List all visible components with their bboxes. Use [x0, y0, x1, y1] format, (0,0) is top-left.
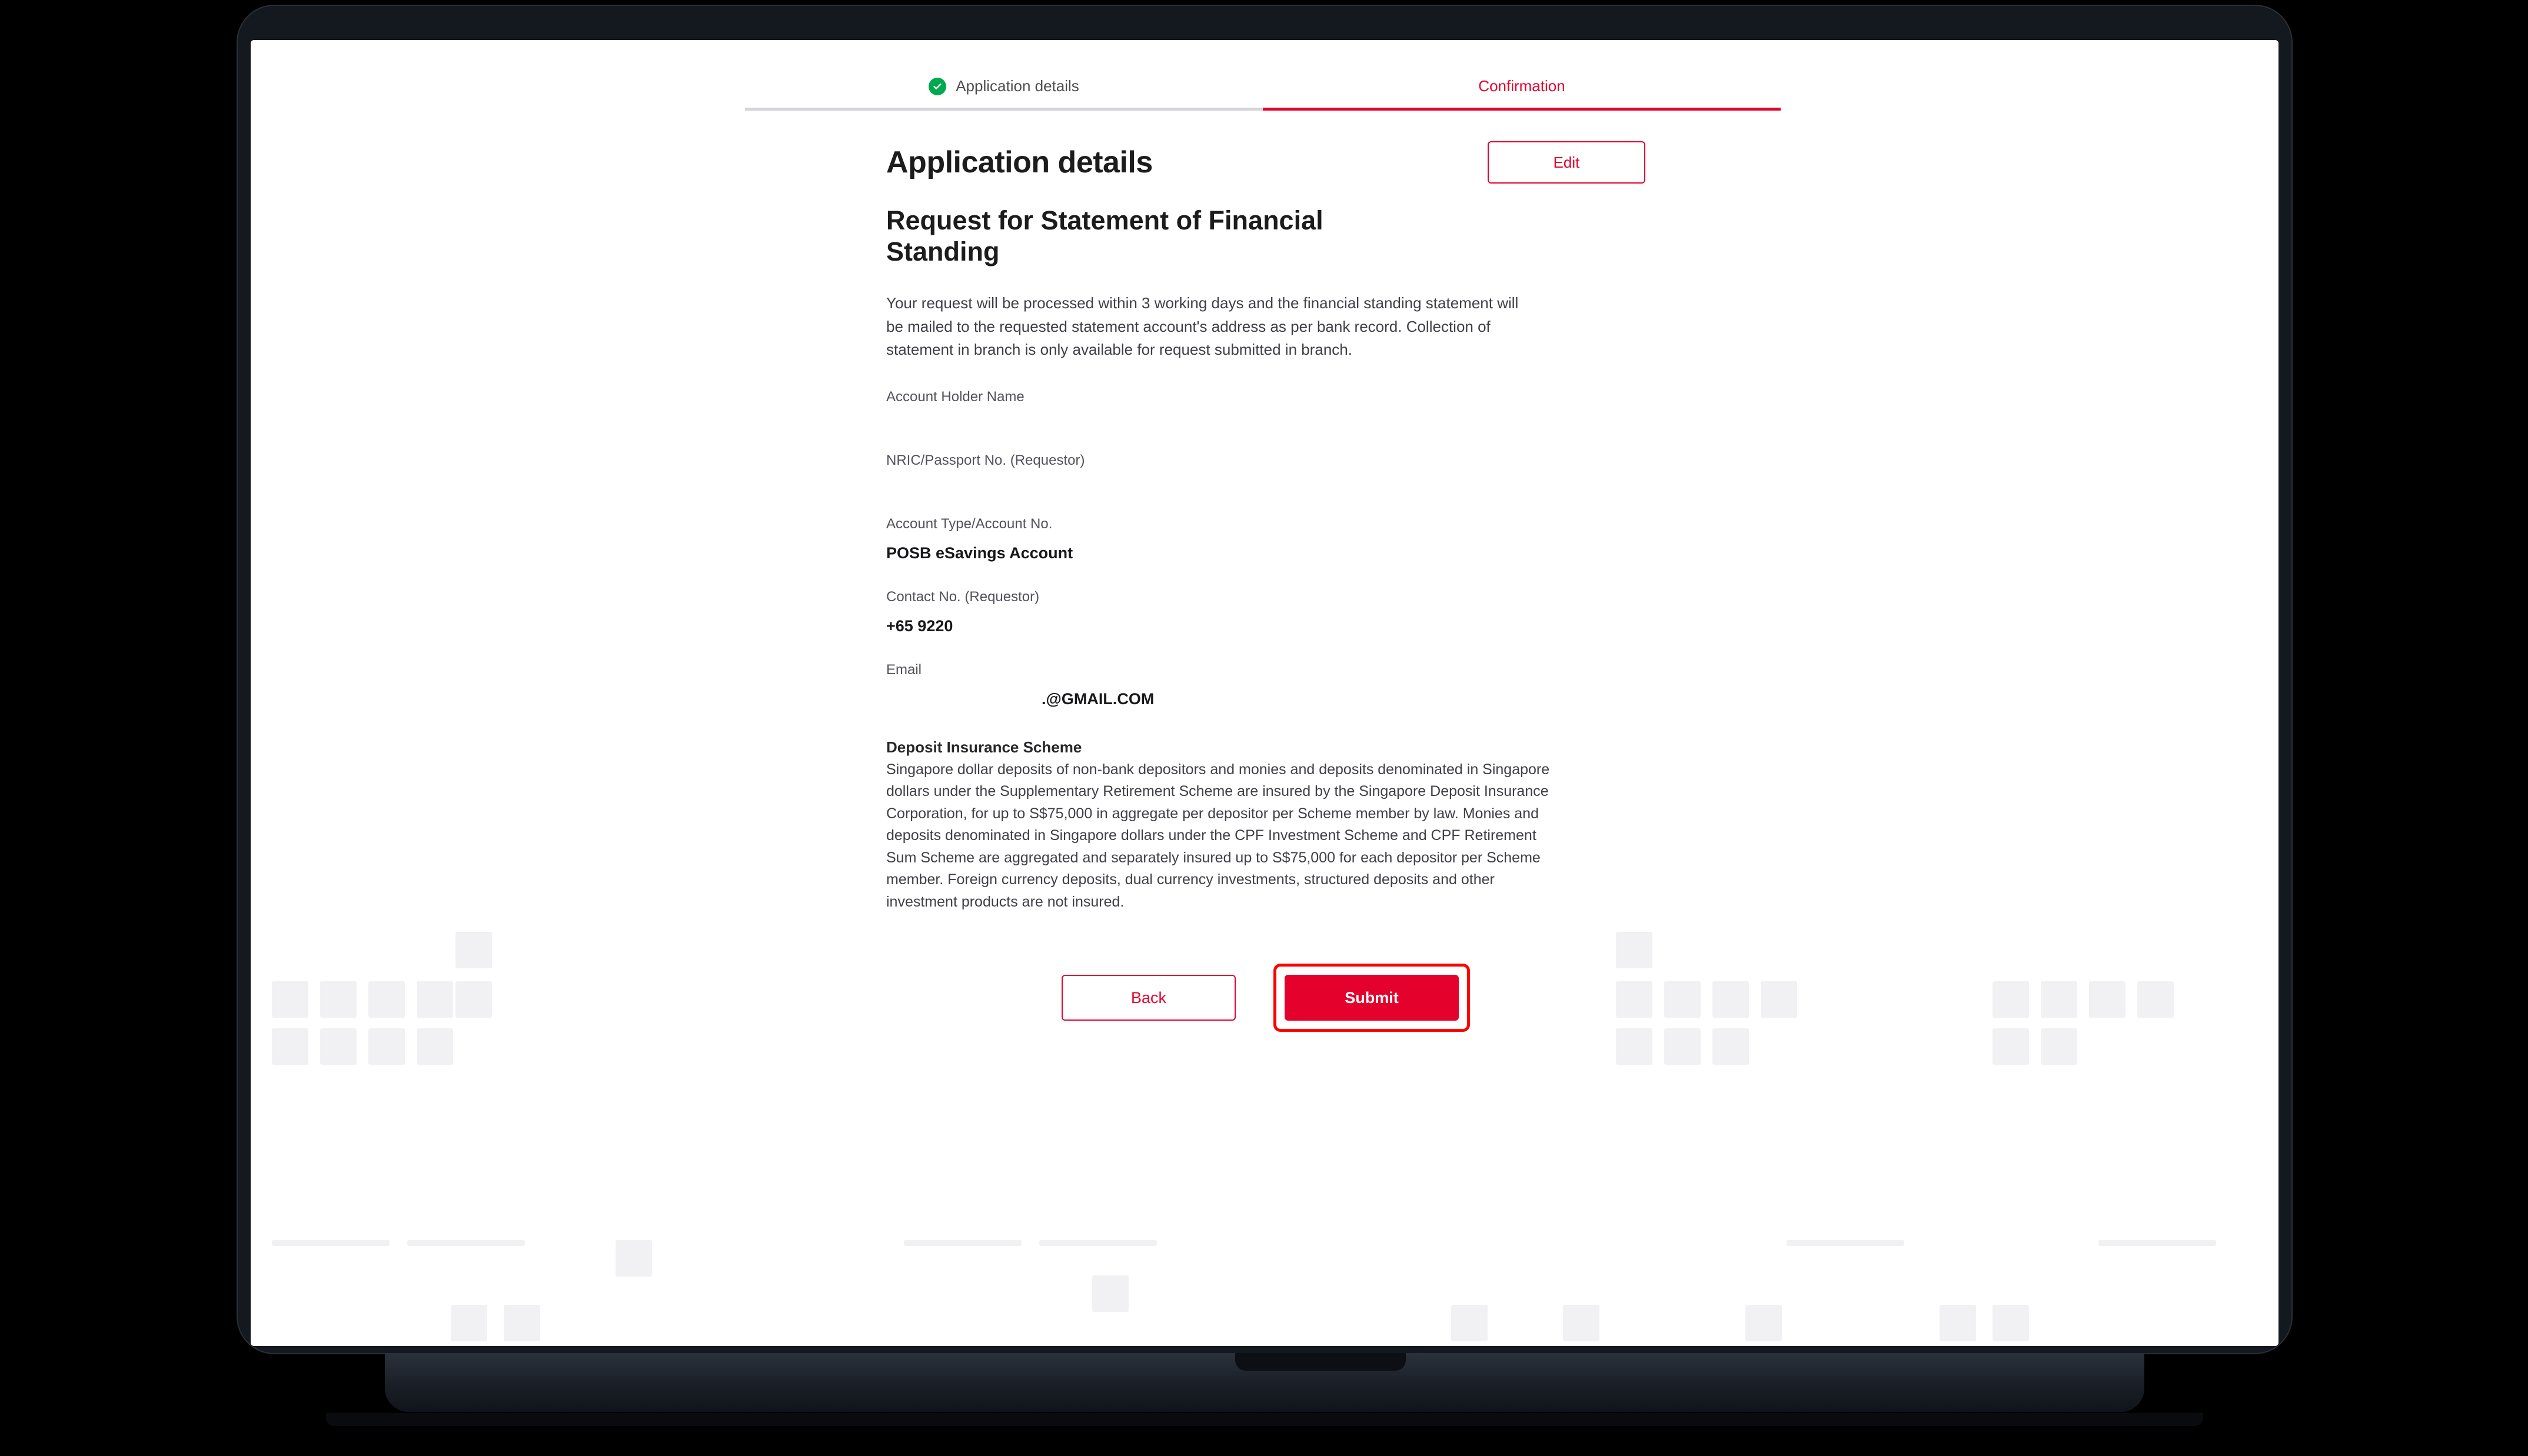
field-value: .@GMAIL.COM: [1042, 689, 1155, 708]
decor-block: [1451, 1305, 1488, 1341]
step-label: Confirmation: [1478, 77, 1565, 95]
field-value: [886, 417, 1645, 442]
decor-block: [451, 1305, 487, 1341]
decor-block: [2137, 981, 2174, 1018]
decor-block: [455, 981, 492, 1018]
field-label: NRIC/Passport No. (Requestor): [886, 452, 1085, 468]
decor-block: [320, 981, 357, 1018]
decor-block: [272, 981, 308, 1018]
field-label: Account Type/Account No.: [886, 515, 1053, 532]
decor-bar: [407, 1240, 525, 1246]
form-intro-text: Your request will be processed within 3 working days and the financial standing statement will be mailed to the requested statement account's address as per bank record. Collection of statement in branch is only available for request submitted in branch.: [886, 294, 1519, 359]
field-nric-passport-no: [886, 452, 1645, 505]
field-account-holder-name: [886, 389, 1645, 442]
progress-stepper: [745, 75, 1781, 111]
field-label: Contact No. (Requestor): [886, 588, 1040, 605]
check-circle-icon: [929, 78, 946, 95]
edit-button[interactable]: Edit: [1488, 141, 1645, 184]
step-application-details[interactable]: [745, 75, 1263, 111]
field-label: Account Holder Name: [886, 388, 1024, 405]
decor-block: [368, 1028, 405, 1065]
title-row: [745, 141, 1781, 184]
decor-bar: [1039, 1240, 1157, 1246]
decor-block: [1940, 1305, 1976, 1341]
decor-bar: [904, 1240, 1022, 1246]
decor-block: [1993, 1028, 2029, 1065]
laptop-foot: [326, 1413, 2203, 1426]
decor-block: [1664, 1028, 1701, 1065]
field-value: [886, 481, 1645, 505]
submit-highlight-box: [1273, 964, 1470, 1032]
field-value: POSB eSavings Account: [886, 544, 1073, 562]
screen: [251, 40, 2278, 1346]
deposit-insurance-disclosure: [886, 738, 1557, 914]
decor-block: [320, 1028, 357, 1065]
decor-bar: [272, 1240, 390, 1246]
decor-block: [1993, 1305, 2029, 1341]
application-page: [251, 40, 2278, 1346]
field-account-type-no: [886, 516, 1645, 564]
disclosure-title: Deposit Insurance Scheme: [886, 738, 1082, 756]
decor-block: [1712, 1028, 1749, 1065]
field-contact-no: [886, 589, 1645, 637]
decor-block: [1993, 981, 2029, 1018]
action-bar: [745, 964, 1781, 1032]
field-email: [886, 662, 1645, 710]
form-heading: Request for Statement of Financial Standing: [886, 205, 1323, 267]
decor-bar: [1787, 1240, 1904, 1246]
decor-bar: [2098, 1240, 2216, 1246]
form-body: [745, 205, 1781, 913]
decor-block: [2041, 1028, 2077, 1065]
decor-block: [1563, 1305, 1599, 1341]
decor-block: [2089, 981, 2125, 1018]
decor-block: [417, 981, 453, 1018]
decor-block: [504, 1305, 540, 1341]
decor-block: [1092, 1275, 1129, 1312]
page-title: Application details: [886, 145, 1153, 179]
laptop-device: [238, 6, 2291, 1353]
decor-block: [272, 1028, 308, 1065]
laptop-notch: [1235, 1353, 1406, 1371]
decor-block: [616, 1240, 652, 1277]
decor-block: [1616, 1028, 1652, 1065]
decor-block: [455, 932, 492, 968]
submit-button[interactable]: Submit: [1285, 975, 1459, 1021]
decor-block: [1745, 1305, 1782, 1341]
decor-block: [417, 1028, 453, 1065]
form-content: [745, 75, 1781, 1032]
decor-block: [368, 981, 405, 1018]
field-value: +65 9220: [886, 617, 953, 635]
decor-block: [2041, 981, 2077, 1018]
field-label: Email: [886, 661, 922, 678]
step-confirmation[interactable]: [1263, 75, 1781, 111]
back-button[interactable]: Back: [1062, 975, 1236, 1021]
disclosure-text: Singapore dollar deposits of non-bank depositors and monies and deposits denominated in Singapore dollars under the Supplementary Retirement Scheme are insured by the Singapore Deposit Insurance Corporation, for up to S$75,000 in aggregate per depositor per Scheme member by law. Monies and deposits denominated in Singapore dollars under the CPF Investment Scheme and CPF Retirement Sum Scheme are aggregated and separately insured up to S$75,000 for each depositor per Scheme member. Foreign currency deposits, dual currency investments, structured deposits and other investment products are not insured.: [886, 761, 1550, 910]
step-label: Application details: [956, 77, 1079, 95]
